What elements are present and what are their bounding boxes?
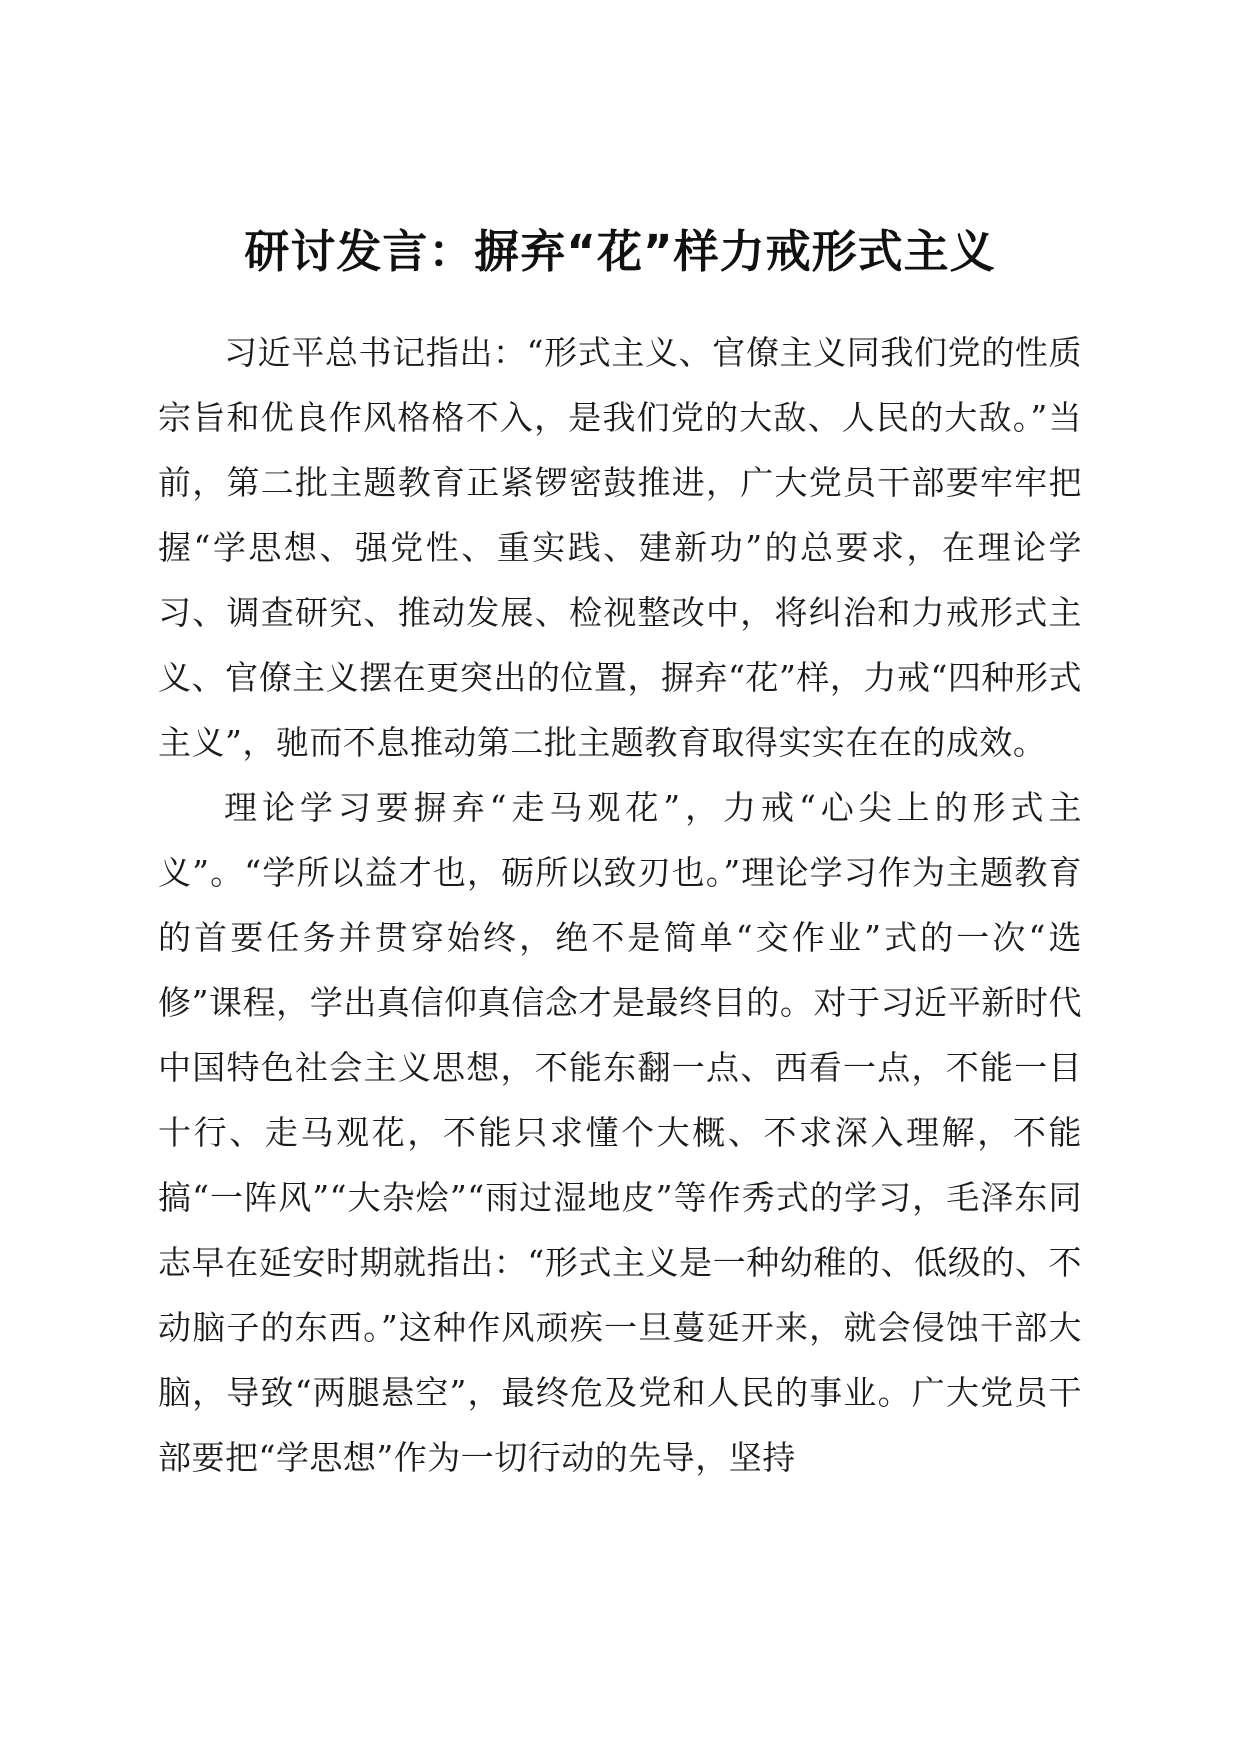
paragraph-2: 理论学习要摒弃“走马观花”，力戒“心尖上的形式主义”。“学所以益才也，砺所以致刃也。”理论学习作为主题教育的首要任务并贯穿始终，绝不是简单“交作业”式的一次“选修”课程，学出真信仰真信念才是最终目的。对于习近平新时代中国特色社会主义思想，不能东翻一点、西看一点，不能一目十行、走马观花，不能只求懂个大概、不求深入理解，不能搞“一阵风”“大杂烩”“雨过湿地皮”等作秀式的学习，毛泽东同志早在延安时期就指出：“形式主义是一种幼稚的、低级的、不动脑子的东西。”这种作风顽疾一旦蔓延开来，就会侵蚀干部大脑，导致“两腿悬空”，最终危及党和人民的事业。广大党员干部要把“学思想”作为一切行动的先导，坚持: [158, 788, 1082, 1477]
paragraph-1: 习近平总书记指出：“形式主义、官僚主义同我们党的性质宗旨和优良作风格格不入，是我们党的大敌、人民的大敌。”当前，第二批主题教育正紧锣密鼓推进，广大党员干部要牢牢把握“学思想、强党性、重实践、建新功”的总要求，在理论学习、调查研究、推动发展、检视整改中，将纠治和力戒形式主义、官僚主义摆在更突出的位置，摒弃“花”样，力戒“四种形式主义”，驰而不息推动第二批主题教育取得实实在在的成效。: [158, 333, 1082, 762]
document-title: 研讨发言：摒弃“花”样力戒形式主义: [244, 225, 996, 278]
document-body: [158, 320, 1082, 1490]
